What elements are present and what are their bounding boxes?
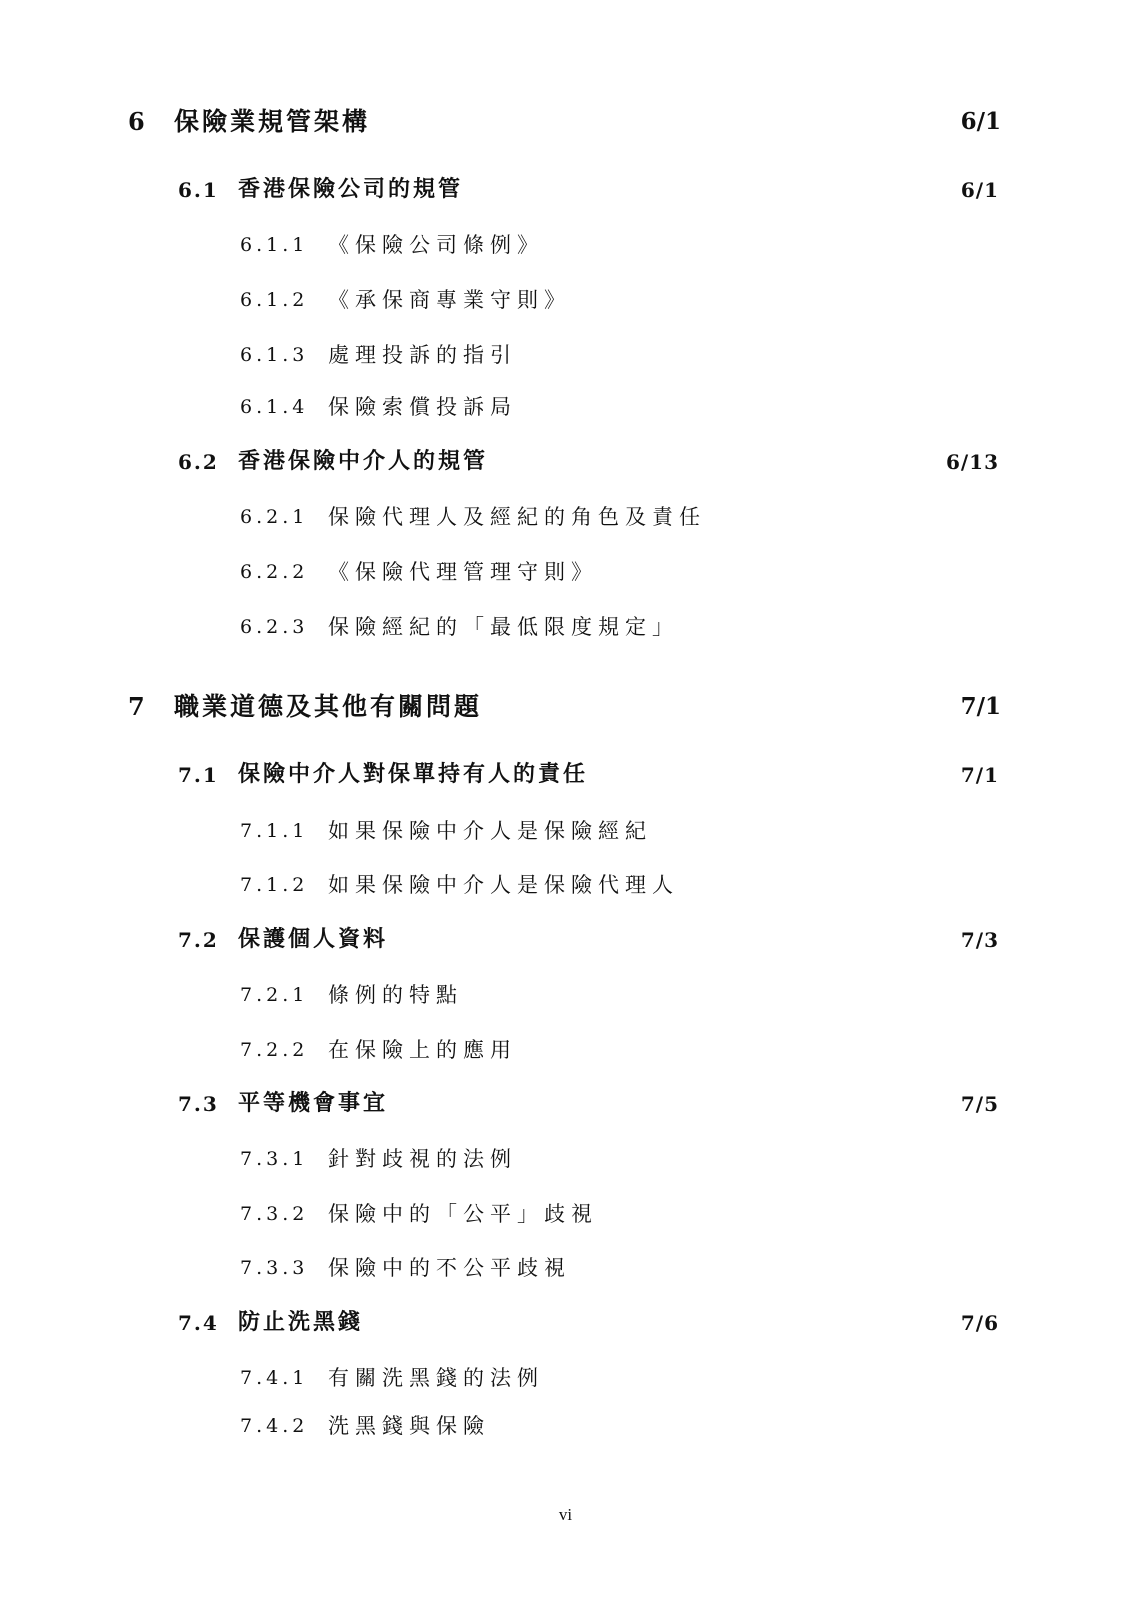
subsection-title: 《保險代理管理守則》: [328, 560, 598, 584]
subsection-number: 7.4.2: [240, 1415, 309, 1437]
section-number: 7.3: [178, 1092, 219, 1116]
section-number: 6.2: [178, 450, 219, 474]
section-page: 7/1: [960, 763, 999, 787]
subsection-number: 6.1.3: [240, 344, 309, 366]
subsection-number: 7.3.1: [240, 1148, 309, 1170]
toc-section-6-2: [0, 442, 1131, 482]
chapter-number: 7: [128, 692, 145, 721]
section-page: 7/5: [960, 1092, 999, 1116]
section-title: 香港保險公司的規管: [238, 177, 464, 202]
subsection-number: 7.3.3: [240, 1257, 309, 1279]
subsection-number: 6.2.1: [240, 506, 309, 528]
toc-section-7-2: [0, 920, 1131, 960]
subsection-number: 6.1.1: [240, 234, 309, 256]
toc-subsection-7-4-2: [0, 1406, 1131, 1446]
section-page: 7/3: [960, 928, 999, 952]
subsection-title: 保險代理人及經紀的角色及責任: [328, 505, 706, 529]
toc-subsection-7-3-2: [0, 1194, 1131, 1234]
section-page: 7/6: [960, 1311, 999, 1335]
subsection-title: 保險中的不公平歧視: [328, 1256, 571, 1280]
toc-subsection-6-2-2: [0, 552, 1131, 592]
subsection-number: 6.2.3: [240, 616, 309, 638]
chapter-title: 保險業規管架構: [174, 107, 371, 136]
subsection-title: 保險經紀的「最低限度規定」: [328, 615, 679, 639]
subsection-title: 處理投訴的指引: [328, 343, 517, 367]
toc-subsection-7-1-2: [0, 865, 1131, 905]
toc-section-7-3: [0, 1084, 1131, 1124]
subsection-title: 如果保險中介人是保險經紀: [328, 819, 652, 843]
toc-section-7-4: [0, 1303, 1131, 1343]
subsection-number: 7.1.2: [240, 874, 309, 896]
toc-section-6-1: [0, 170, 1131, 210]
section-page: 6/13: [945, 450, 999, 474]
section-page: 6/1: [960, 178, 999, 202]
toc-subsection-7-1-1: [0, 811, 1131, 851]
toc-subsection-7-2-2: [0, 1030, 1131, 1070]
toc-subsection-6-1-2: [0, 280, 1131, 320]
toc-subsection-7-2-1: [0, 975, 1131, 1015]
subsection-title: 洗黑錢與保險: [328, 1414, 490, 1438]
subsection-title: 保險索償投訴局: [328, 395, 517, 419]
toc-subsection-6-1-4: [0, 387, 1131, 427]
toc-subsection-7-3-1: [0, 1139, 1131, 1179]
toc-subsection-6-1-3: [0, 335, 1131, 375]
section-number: 7.2: [178, 928, 219, 952]
toc-subsection-6-2-1: [0, 497, 1131, 537]
toc-subsection-7-4-1: [0, 1358, 1131, 1398]
toc-section-7-1: [0, 755, 1131, 795]
toc-subsection-7-3-3: [0, 1248, 1131, 1288]
subsection-number: 6.1.2: [240, 289, 309, 311]
toc-chapter-7: [0, 687, 1131, 727]
chapter-page: 7/1: [960, 693, 1001, 720]
subsection-title: 《保險公司條例》: [328, 233, 544, 257]
toc-subsection-6-1-1: [0, 225, 1131, 265]
section-number: 7.4: [178, 1311, 219, 1335]
chapter-page: 6/1: [960, 108, 1001, 135]
subsection-number: 7.4.1: [240, 1367, 309, 1389]
subsection-number: 7.2.2: [240, 1039, 309, 1061]
section-number: 6.1: [178, 178, 219, 202]
subsection-title: 在保險上的應用: [328, 1038, 517, 1062]
toc-subsection-6-2-3: [0, 607, 1131, 647]
chapter-number: 6: [128, 107, 145, 136]
subsection-number: 6.2.2: [240, 561, 309, 583]
subsection-number: 7.3.2: [240, 1203, 309, 1225]
subsection-number: 7.1.1: [240, 820, 309, 842]
section-number: 7.1: [178, 763, 219, 787]
section-title: 保險中介人對保單持有人的責任: [238, 762, 589, 787]
subsection-title: 條例的特點: [328, 983, 463, 1007]
section-title: 防止洗黑錢: [238, 1310, 364, 1335]
section-title: 平等機會事宜: [238, 1091, 389, 1116]
subsection-number: 6.1.4: [240, 396, 309, 418]
subsection-title: 如果保險中介人是保險代理人: [328, 873, 679, 897]
subsection-title: 保險中的「公平」歧視: [328, 1202, 598, 1226]
subsection-title: 《承保商專業守則》: [328, 288, 571, 312]
subsection-title: 針對歧視的法例: [328, 1147, 517, 1171]
subsection-title: 有關洗黑錢的法例: [328, 1366, 544, 1390]
subsection-number: 7.2.1: [240, 984, 309, 1006]
section-title: 香港保險中介人的規管: [238, 449, 489, 474]
chapter-title: 職業道德及其他有關問題: [174, 692, 483, 721]
page-number: vi: [558, 1505, 573, 1524]
toc-chapter-6: [0, 102, 1131, 142]
section-title: 保護個人資料: [238, 927, 389, 952]
